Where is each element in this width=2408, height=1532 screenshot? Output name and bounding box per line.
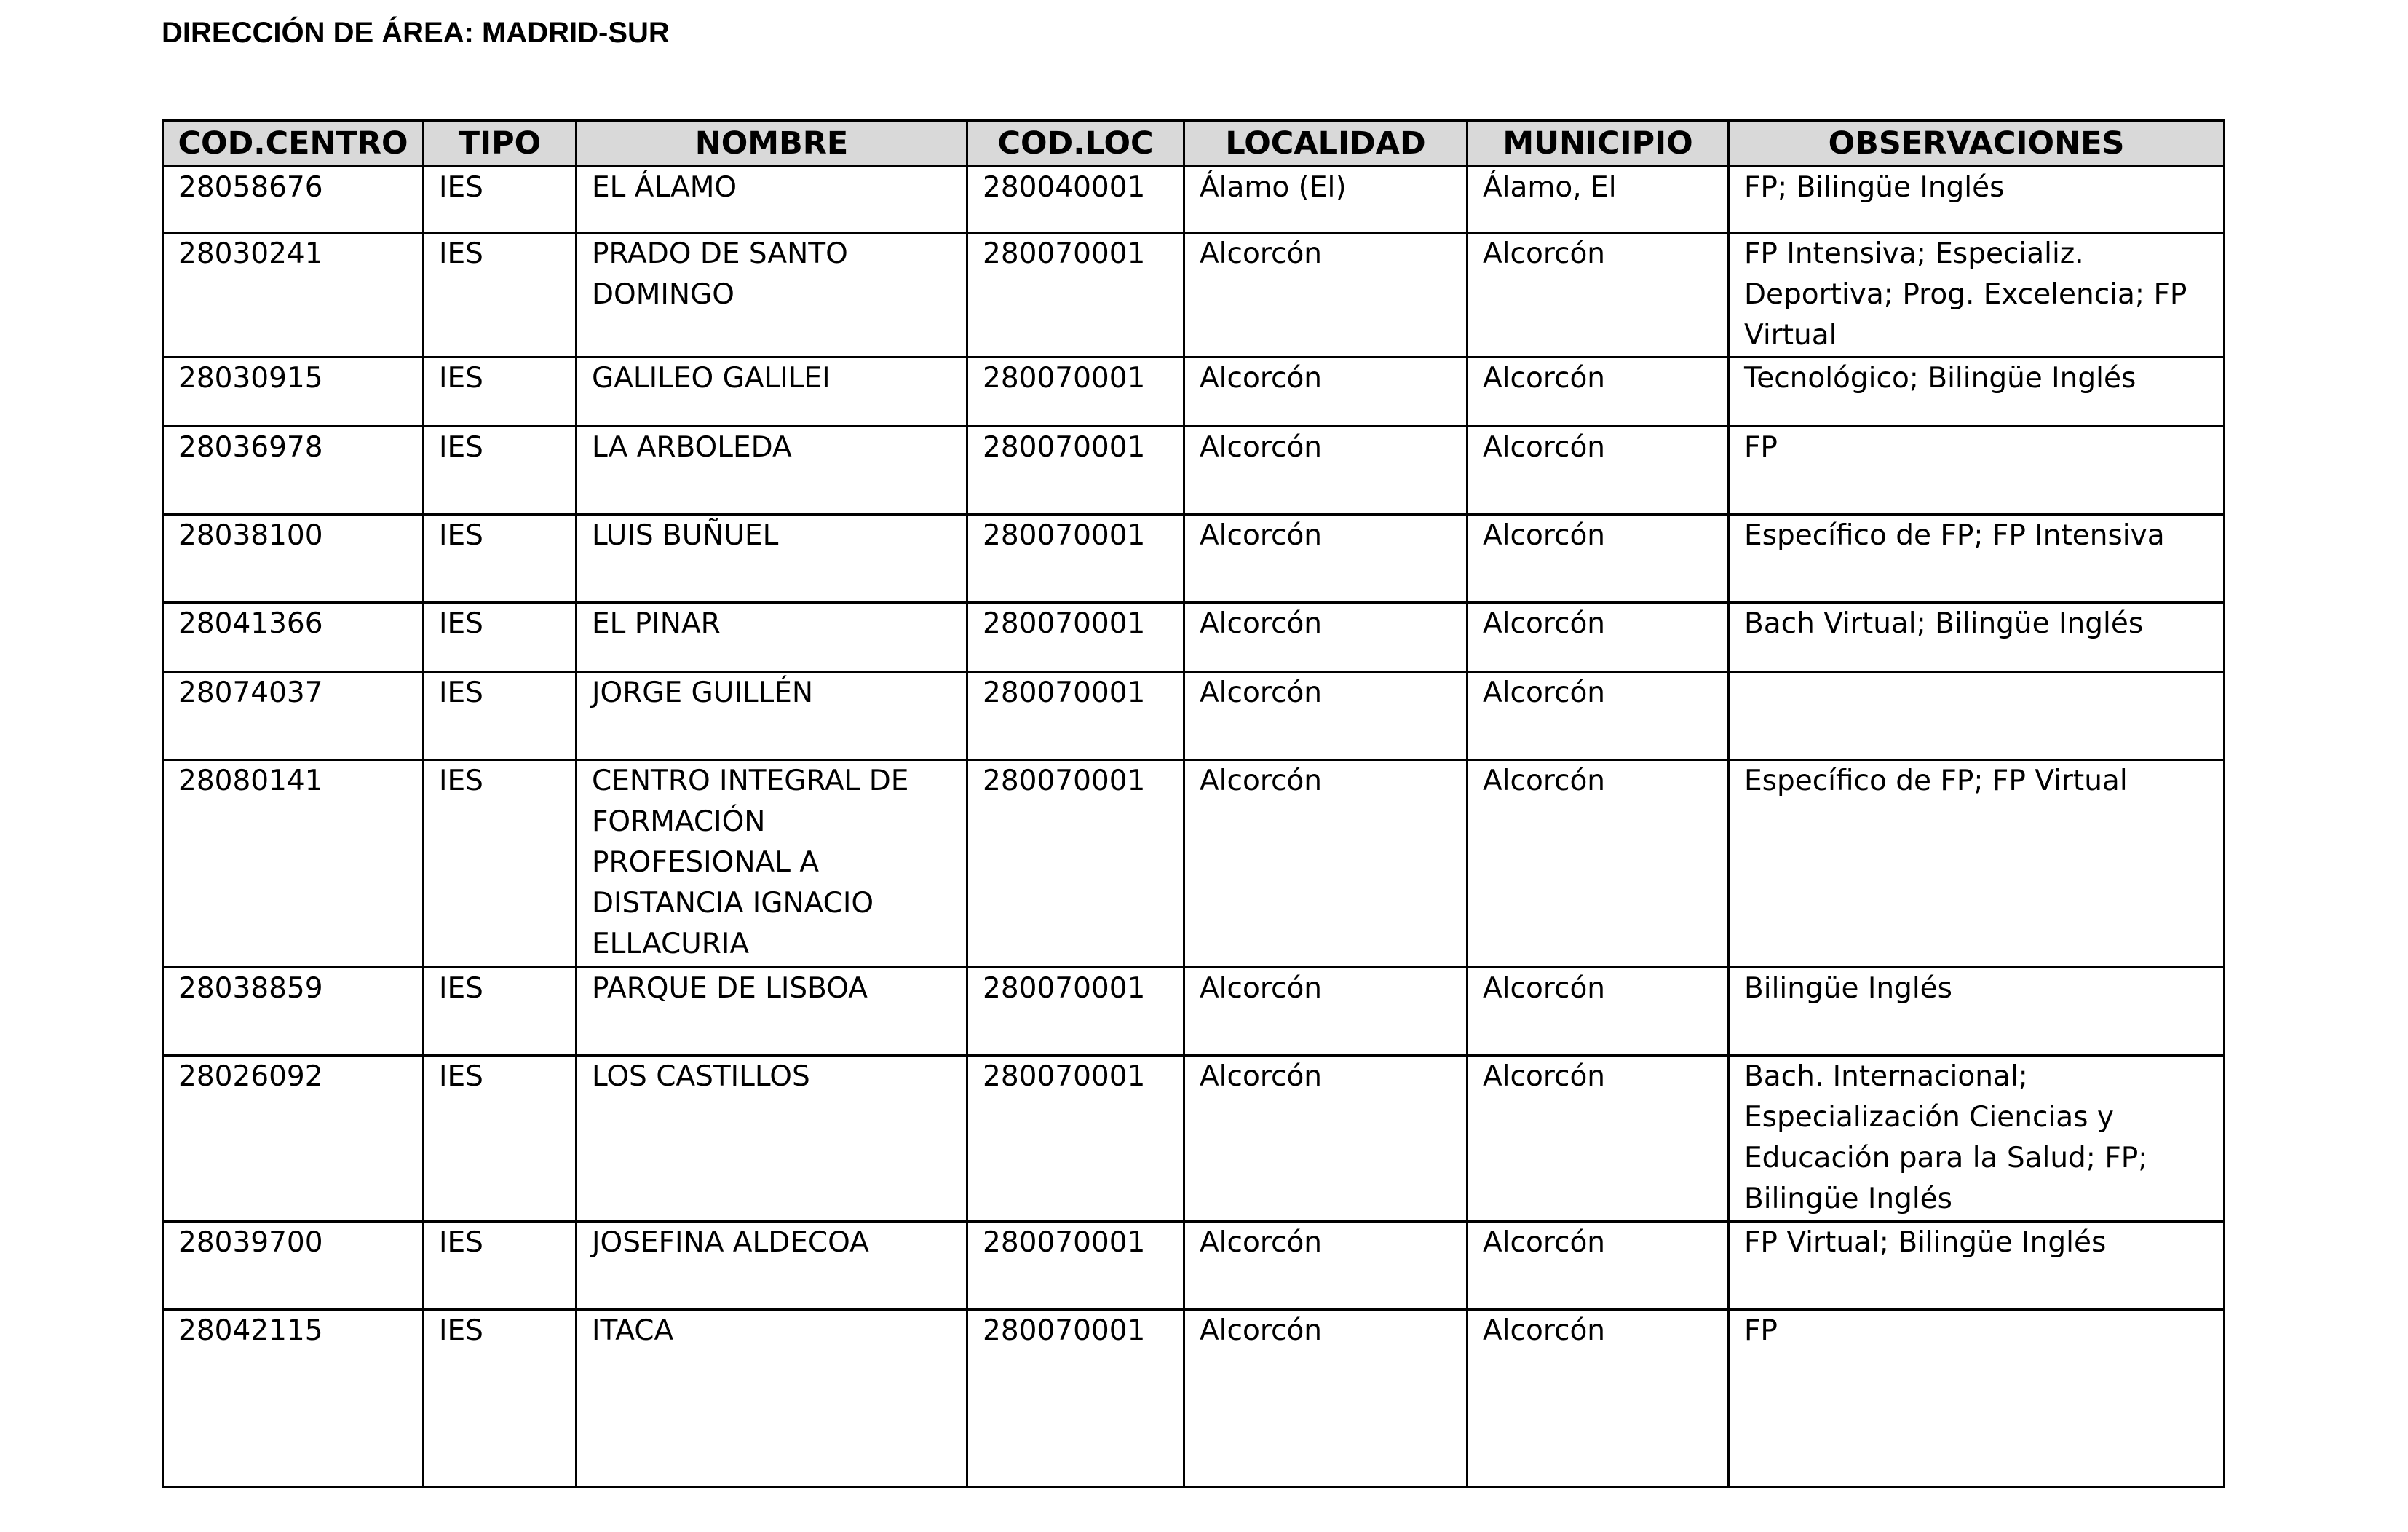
cell-municipio: Alcorcón [1468, 968, 1729, 1056]
cell-cod-loc: 280070001 [967, 233, 1184, 358]
page-heading: DIRECCIÓN DE ÁREA: MADRID-SUR [162, 17, 670, 49]
cell-nombre: LUIS BUÑUEL [577, 515, 967, 603]
table-row [163, 427, 2225, 515]
cell-observaciones: Tecnológico; Bilingüe Inglés [1729, 358, 2225, 427]
cell-cod-centro: 28036978 [163, 427, 424, 515]
cell-cod-loc: 280070001 [967, 603, 1184, 672]
cell-tipo: IES [424, 672, 577, 760]
cell-observaciones: FP Intensiva; Especializ. Deportiva; Prog. Excelencia; FP Virtual [1729, 233, 2225, 358]
cell-cod-loc: 280070001 [967, 760, 1184, 968]
table-row [163, 515, 2225, 603]
cell-municipio: Alcorcón [1468, 358, 1729, 427]
cell-cod-loc: 280070001 [967, 672, 1184, 760]
cell-nombre: LOS CASTILLOS [577, 1056, 967, 1222]
cell-cod-centro: 28042115 [163, 1310, 424, 1488]
cell-observaciones: Bach Virtual; Bilingüe Inglés [1729, 603, 2225, 672]
header-tipo: TIPO [424, 121, 577, 167]
table-row [163, 233, 2225, 358]
cell-nombre: LA ARBOLEDA [577, 427, 967, 515]
cell-tipo: IES [424, 427, 577, 515]
cell-cod-centro: 28080141 [163, 760, 424, 968]
header-row [163, 121, 2225, 167]
cell-localidad: Alcorcón [1184, 1222, 1468, 1310]
header-municipio: MUNICIPIO [1468, 121, 1729, 167]
cell-localidad: Alcorcón [1184, 233, 1468, 358]
cell-localidad: Álamo (El) [1184, 167, 1468, 233]
cell-nombre: CENTRO INTEGRAL DE FORMACIÓN PROFESIONAL A DISTANCIA IGNACIO ELLACURIA [577, 760, 967, 968]
header-cod-centro: COD.CENTRO [163, 121, 424, 167]
cell-localidad: Alcorcón [1184, 515, 1468, 603]
table-row [163, 968, 2225, 1056]
cell-observaciones: Específico de FP; FP Virtual [1729, 760, 2225, 968]
centros-table [162, 119, 2225, 1488]
cell-nombre: JORGE GUILLÉN [577, 672, 967, 760]
cell-cod-centro: 28041366 [163, 603, 424, 672]
cell-municipio: Alcorcón [1468, 1056, 1729, 1222]
table-row [163, 1222, 2225, 1310]
cell-cod-loc: 280070001 [967, 515, 1184, 603]
cell-nombre: PRADO DE SANTO DOMINGO [577, 233, 967, 358]
cell-nombre: GALILEO GALILEI [577, 358, 967, 427]
cell-tipo: IES [424, 760, 577, 968]
cell-cod-loc: 280070001 [967, 1222, 1184, 1310]
table-row [163, 167, 2225, 233]
cell-nombre: ITACA [577, 1310, 967, 1488]
cell-cod-centro: 28026092 [163, 1056, 424, 1222]
cell-observaciones: Específico de FP; FP Intensiva [1729, 515, 2225, 603]
table-row [163, 1056, 2225, 1222]
cell-tipo: IES [424, 603, 577, 672]
header-cod-loc: COD.LOC [967, 121, 1184, 167]
cell-municipio: Alcorcón [1468, 515, 1729, 603]
cell-observaciones [1729, 672, 2225, 760]
cell-localidad: Alcorcón [1184, 358, 1468, 427]
cell-localidad: Alcorcón [1184, 968, 1468, 1056]
cell-municipio: Alcorcón [1468, 603, 1729, 672]
header-observaciones: OBSERVACIONES [1729, 121, 2225, 167]
cell-cod-loc: 280070001 [967, 1310, 1184, 1488]
cell-observaciones: FP Virtual; Bilingüe Inglés [1729, 1222, 2225, 1310]
cell-cod-centro: 28039700 [163, 1222, 424, 1310]
cell-cod-loc: 280070001 [967, 358, 1184, 427]
cell-observaciones: FP [1729, 1310, 2225, 1488]
cell-cod-centro: 28030915 [163, 358, 424, 427]
cell-cod-loc: 280040001 [967, 167, 1184, 233]
cell-localidad: Alcorcón [1184, 760, 1468, 968]
cell-observaciones: Bilingüe Inglés [1729, 968, 2225, 1056]
cell-tipo: IES [424, 1310, 577, 1488]
cell-localidad: Alcorcón [1184, 427, 1468, 515]
header-nombre: NOMBRE [577, 121, 967, 167]
cell-tipo: IES [424, 358, 577, 427]
cell-municipio: Alcorcón [1468, 760, 1729, 968]
table-header [163, 121, 2225, 167]
cell-cod-centro: 28038100 [163, 515, 424, 603]
table-row [163, 760, 2225, 968]
cell-municipio: Alcorcón [1468, 1310, 1729, 1488]
cell-cod-centro: 28038859 [163, 968, 424, 1056]
cell-nombre: PARQUE DE LISBOA [577, 968, 967, 1056]
cell-cod-loc: 280070001 [967, 1056, 1184, 1222]
cell-tipo: IES [424, 1056, 577, 1222]
cell-observaciones: FP [1729, 427, 2225, 515]
cell-tipo: IES [424, 1222, 577, 1310]
cell-localidad: Alcorcón [1184, 1310, 1468, 1488]
table-row [163, 358, 2225, 427]
table-row [163, 672, 2225, 760]
header-localidad: LOCALIDAD [1184, 121, 1468, 167]
cell-observaciones: FP; Bilingüe Inglés [1729, 167, 2225, 233]
cell-tipo: IES [424, 515, 577, 603]
table-row [163, 603, 2225, 672]
cell-municipio: Alcorcón [1468, 427, 1729, 515]
cell-nombre: EL ÁLAMO [577, 167, 967, 233]
cell-cod-loc: 280070001 [967, 968, 1184, 1056]
cell-tipo: IES [424, 233, 577, 358]
cell-cod-loc: 280070001 [967, 427, 1184, 515]
cell-localidad: Alcorcón [1184, 603, 1468, 672]
cell-municipio: Alcorcón [1468, 1222, 1729, 1310]
cell-localidad: Alcorcón [1184, 672, 1468, 760]
cell-cod-centro: 28030241 [163, 233, 424, 358]
cell-observaciones: Bach. Internacional; Especialización Ciencias y Educación para la Salud; FP; Bilingüe Inglés [1729, 1056, 2225, 1222]
cell-nombre: EL PINAR [577, 603, 967, 672]
cell-tipo: IES [424, 968, 577, 1056]
cell-municipio: Alcorcón [1468, 672, 1729, 760]
cell-nombre: JOSEFINA ALDECOA [577, 1222, 967, 1310]
table-row [163, 1310, 2225, 1488]
cell-cod-centro: 28058676 [163, 167, 424, 233]
cell-municipio: Álamo, El [1468, 167, 1729, 233]
table-body [163, 167, 2225, 1488]
cell-tipo: IES [424, 167, 577, 233]
cell-municipio: Alcorcón [1468, 233, 1729, 358]
cell-localidad: Alcorcón [1184, 1056, 1468, 1222]
cell-cod-centro: 28074037 [163, 672, 424, 760]
